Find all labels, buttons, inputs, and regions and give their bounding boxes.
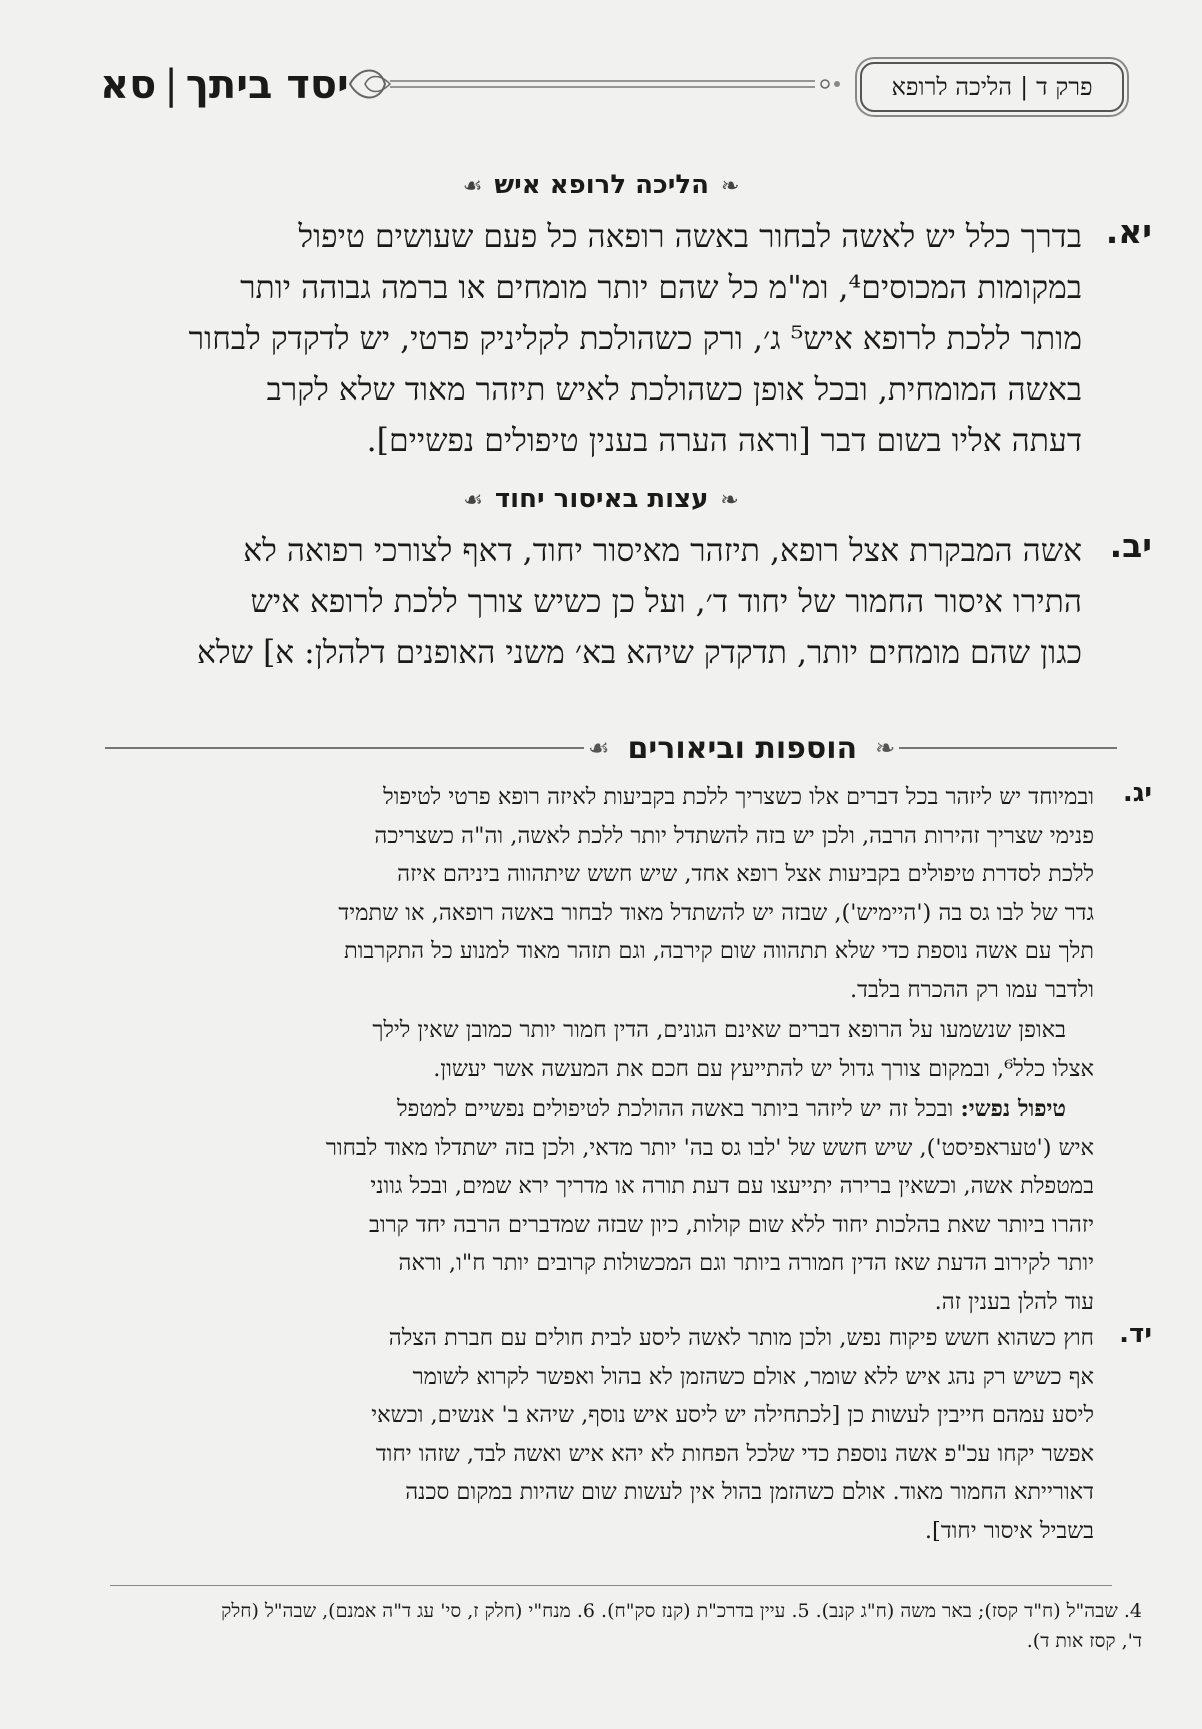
flourish-icon: ☙	[588, 734, 610, 762]
note-line: יותר לקירוב הדעת שאז הדין חמורה ביותר וגם המכשולות קרובים יותר ח"ו, וראה	[398, 1250, 1094, 1276]
note-line: באופן שנשמעו על הרופא דברים שאינם הגונים, הדין חמור יותר כמובן שאין לילך	[372, 1017, 1066, 1043]
chapter-label	[860, 62, 1124, 112]
note-line: אפשר יקחו עכ"פ אשה נוספת כדי שלכל הפחות לא יהא איש ואשה לבד, שזהו יחוד	[375, 1440, 1094, 1467]
page-number: סא	[100, 62, 157, 108]
note-line: ליסע עמהם חייבין לעשות כן [לכתחילה יש ליסע איש נוסף, שיהא ב' אנשים, וכשאי	[371, 1402, 1094, 1428]
header-separator: |	[164, 62, 178, 108]
note-line: אף כשיש רק נהג איש ללא שומר, אולם כשהזמן לא בהול ואפשר לקרוא לשומר	[412, 1363, 1094, 1390]
book-title: יסד ביתך	[185, 62, 349, 108]
note-line: איש ('טעראפיסט'), שיש חשש של 'לבו גס בה' יותר מדאי, ולכן בזה ישתדלו מאוד לבחור	[325, 1134, 1094, 1161]
flourish-icon: ❧	[720, 174, 740, 199]
note-text: ובכל זה יש ליזהר ביותר באשה ההולכת לטיפולים נפשיים למטפל	[397, 1096, 954, 1122]
paragraph-line: באשה המומחית, ובכל אופן כשהולכת לאיש תיזהר מאוד שלא לקרב	[266, 372, 1082, 408]
note-line: תלך עם אשה נוספת כדי שלא תתהווה שום קירבה, וגם תזהר מאוד למנוע כל התקרבות	[343, 938, 1094, 964]
footnote-rule	[110, 1585, 1112, 1586]
paragraph-line: דעתה אליו בשום דבר [וראה הערה בענין טיפולים נפשיים].	[366, 423, 1082, 459]
note-14	[92, 1319, 1152, 1550]
note-line: ולדבר עמו רק ההכרח בלבד.	[850, 976, 1094, 1003]
footnotes	[92, 1596, 1142, 1656]
running-head	[100, 62, 349, 108]
note-line: פנימי שצריך זהירות הרבה, ולכן יש בזה להשתדל יותר ללכת לאשה, וה"ה כשצריכה	[374, 822, 1094, 849]
note-line: דאורייתא החמור מאוד. אולם כשהזמן בהול אין לעשות שום שהיות במקום סכנה	[405, 1479, 1094, 1505]
note-line: יזהרו ביותר שאת בהלכות יחוד ללא שום קולות, כיון שבזה שמדברים הרבה יחד קרוב	[369, 1211, 1094, 1238]
footnote-line: ד', קסז אות ד).	[1026, 1630, 1142, 1652]
chapter-title: הליכה לרופא	[891, 72, 1013, 101]
paragraph-line: מותר ללכת לרופא איש⁵ ג׳, ורק כשהולכת לקליניק פרטי, יש לדקדק לבחור	[188, 321, 1082, 357]
flourish-icon: ☙	[462, 174, 483, 199]
subheading-yichud	[0, 484, 1202, 514]
psych-treatment-label: טיפול נפשי:	[960, 1096, 1066, 1122]
subheading-male-doctor	[0, 170, 1202, 200]
note-line: ובמיוחד יש ליזהר בכל דברים אלו כשצריך ללכת בקביעות לאיזה רופא פרטי לטיפול	[383, 784, 1094, 810]
title-rule	[899, 747, 1117, 749]
chapter-separator: |	[1020, 73, 1029, 101]
paragraph-line: אשה המבקרת אצל רופא, תיזהר מאיסור יחוד, דאף לצורכי רפואה לא	[243, 533, 1082, 569]
paragraph-number: יא.	[1105, 212, 1152, 251]
flourish-icon: ❧	[720, 488, 739, 513]
paragraph-12	[92, 526, 1152, 679]
flourish-icon: ❧	[875, 734, 896, 762]
note-line	[92, 1090, 1094, 1129]
note-line: עוד להלן בענין זה.	[934, 1288, 1094, 1315]
note-line: אצלו כלל⁶, ובמקום צורך גדול יש להתייעץ עם חכם את המעשה אשר יעשון.	[433, 1055, 1094, 1082]
paragraph-11	[92, 212, 1152, 467]
note-number: יד.	[1119, 1319, 1152, 1349]
note-line: בשביל איסור יחוד].	[924, 1517, 1094, 1544]
subheading-text: עצות באיסור יחוד	[494, 484, 709, 514]
additions-section-title	[105, 728, 1117, 768]
additions-title: הוספות וביאורים	[627, 730, 858, 766]
footnote-line: 4. שבה"ל (ח"ד קסז); באר משה (ח"ג קנב). 5. עיין בדרכ"ת (קנז סק"ח). 6. מנח"י (חלק ז, סי' עג ד"ה אמנם), שבה"ל (חלק	[221, 1600, 1142, 1622]
paragraph-line: התירו איסור החמור של יחוד ד׳, ועל כן כשיש צורך ללכת לרופא איש	[250, 584, 1082, 620]
note-line: במטפלת אשה, וכשאין ברירה יתייעצו עם דעת תורה או מדריך ירא שמים, ובכל גווני	[370, 1173, 1094, 1199]
header-ornament-icon	[345, 64, 845, 106]
paragraph-line: בדרך כלל יש לאשה לבחור באשה רופאה כל פעם שעושים טיפול	[298, 219, 1082, 255]
note-line: גדר של לבו גס בה ('היימיש'), שבזה יש להשתדל מאוד לבחור באשה רופאה, או שתמיד	[338, 899, 1094, 926]
note-number: יג.	[1122, 778, 1152, 808]
flourish-icon: ☙	[463, 488, 483, 513]
note-line: חוץ כשהוא חשש פיקוח נפש, ולכן מותר לאשה ליסע לבית חולים עם חברת הצלה	[388, 1325, 1094, 1351]
paragraph-line: במקומות המכוסים⁴, ומ"מ כל שהם יותר מומחים או ברמה גבוהה יותר	[240, 270, 1082, 306]
paragraph-number: יב.	[1109, 526, 1152, 565]
chapter-number: פרק ד	[1036, 72, 1093, 101]
paragraph-line: כגון שהם מומחים יותר, תדקדק שיהא בא׳ משני האופנים דלהלן: א] שלא	[197, 635, 1082, 671]
subheading-text: הליכה לרופא איש	[494, 170, 709, 200]
title-rule	[105, 747, 584, 749]
note-line: ללכת לסדרת טיפולים בקביעות אצל רופא אחד, שיש חשש שיתהווה ביניהם איזה	[397, 861, 1094, 887]
note-13	[92, 778, 1152, 1321]
